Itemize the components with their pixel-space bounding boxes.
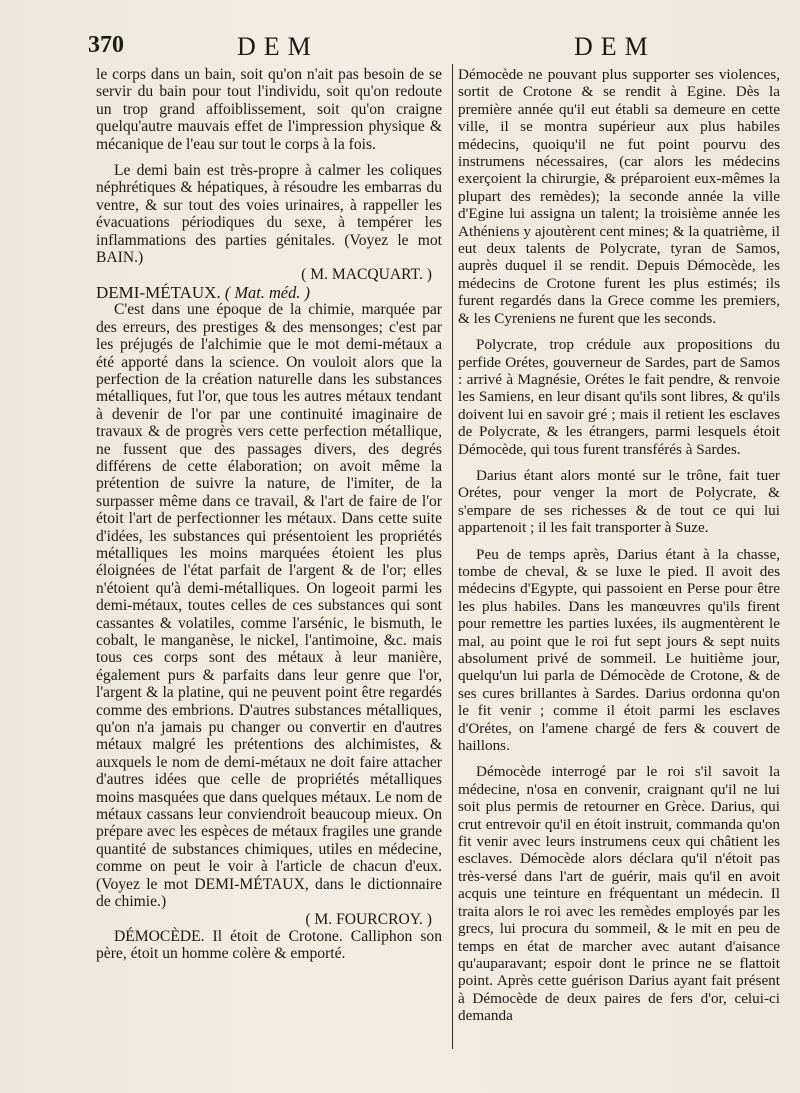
article-heading — [96, 284, 442, 301]
paragraph: Peu de temps après, Darius étant à la chasse, tombe de cheval, & se luxe le pied. Il avoit des médecins d'Egypte, qui passoient en Perse pour être les plus habiles. Dans les manœuvres qu'ils firent pour remettre les parties luxées, ils augmentèrent le mal, au point que le roi fut sept jours & sept nuits absolument privé de sommeil. Le huitième jour, quelqu'un lui parla de Démocède de Crotone, & de ses cures brillantes à Sardes. Darius ordonna qu'on le fit venir ; comme il étoit parmi les esclaves d'Orétes, on l'amene chargé de fers & couvert de haillons. — [458, 545, 780, 755]
paragraph: Démocède interrogé par le roi s'il savoit la médecine, n'osa en convenir, craignant qu'il ne lui soit plus permis de retourner en Grèce. Darius, qui crut entrevoir qu'il en étoit instruit, commanda qu'on fit venir avec leurs instrumens ceux qui châtient les esclaves. Démocède alors déclara qu'il n'étoit pas très-versé dans l'art de guérir, mais qu'il en avoit acquis une teinture en fréquentant un médecin. Il traita alors le roi avec les remèdes employés par les grecs, lui procura du sommeil, & le mit en peu de temps en état de marcher avec autant d'aisance qu'auparavant; espoir dont le prince ne se flattoit point. Après cette guérison Darius ayant fait présent à Démocède de deux paires de fers d'or, celui-ci demanda — [458, 763, 780, 1025]
left-column — [96, 66, 442, 963]
paragraph: C'est dans une époque de la chimie, marquée par des erreurs, des prestiges & des mensonges; c'est par les préjugés de l'alchimie que le mot demi-métaux a été apporté dans la science. On vouloit alors que la perfection de la création naturelle dans les substances métalliques, fut l'or, que tous les autres métaux tendant à devenir de l'or par une continuité imaginaire de travaux & de progrès vers cette perfection métallique, ne fussent que des passages divers, des degrés différens de cette élaboration; on avoit même la prétention de suivre la nature, de l'imiter, de la surpasser même dans ce travail, & l'art de faire de l'or étoit l'art de perfectionner les métaux. Dans cette suite d'idées, les substances qui présentoient les propriétés métalliques les moins marquées étoient les plus éloignées de l'état parfait de l'argent & de l'or; elles n'étoient qu'à demi-métalliques. On logeoit parmi les demi-métaux, toutes celles de ces substances qui sont cassantes & volatiles, comme l'arsénic, le bismuth, le cobalt, le manganèse, le nickel, l'antimoine, &c. mais tous ces corps sont des métaux à leur manière, également purs & parfaits dans leur genre que l'or, l'argent & la platine, qui ne peuvent point être regardés comme des embrions. D'autres substances métalliques, qu'on n'a jamais pu changer ou convertir en d'autres métaux malgré les prétentions des alchimistes, & auxquels le nom de demi-métaux ne doit faire attacher d'autres idées que celle de propriétés métalliques moins masquées que dans quelques métaux. Le nom de métaux cassans leur conviendroit beaucoup mieux. On prépare avec les espèces de métaux fragiles une grande quantité de substances chimiques, utiles en médecine, comme on peut le voir à l'article de chacun d'eux. (Voyez le mot DEMI-MÉTAUX, dans le dictionnaire de chimie.) — [96, 301, 442, 911]
paragraph: Polycrate, trop crédule aux propositions du perfide Orétes, gouverneur de Sardes, part de Samos : arrivé à Magnésie, Orétes le fait pendre, & renvoie les Samiens, en leur disant qu'ils sont libres, & qu'ils doivent lui en savoir gré ; mais il retient les esclaves de Polycrate, & les étrangers, parmi lesquels étoit Démocède, qui tous furent transférés à Sardes. — [458, 336, 780, 458]
page-number: 370 — [88, 32, 124, 58]
paragraph: le corps dans un bain, soit qu'on n'ait pas besoin de se servir du bain pour tout l'individu, soit qu'on redoute un trop grand affoiblissement, soit qu'on craigne quelqu'autre mauvais effet de l'impression physique & mécanique de l'eau sur tout le corps à la fois. — [96, 66, 442, 153]
paragraph: Darius étant alors monté sur le trône, fait tuer Orétes, pour venger la mort de Polycrate, & s'empare de ses richesses & de tout ce qui lui appartenoit ; il les fait transporter à Suze. — [458, 466, 780, 537]
author-signature: ( M. FOURCROY. ) — [305, 910, 432, 928]
paragraph: Démocède ne pouvant plus supporter ses violences, sortit de Crotone & se rendit à Egine. Dès la première année qu'il eut établi sa demeure en cette ville, il se montra supérieur aux plus habiles médecins, quoiqu'il ne fut point pourvu des instrumens nécessaires, (car alors les médecins exerçoient la chirurgie, & préparoient eux-mêmes la plupart des remèdes); la seconde année la ville d'Egine lui assigna un talent; la troisième année les Athéniens y ajoutèrent cent mines; & la quatrième, il eut deux talents de Polycrate, tyran de Samos, auprès duquel il se rendit. Depuis Démocède, les médecins de Crotone furent les plus estimés; ils furent regardés dans la Grece comme les premiers, & les Cyreniens ne furent que les seconds. — [458, 66, 780, 327]
page-header — [0, 30, 800, 64]
running-head-left: DEM — [237, 32, 319, 61]
column-divider — [452, 64, 453, 1049]
article-title: DEMI-MÉTAUX. — [96, 282, 221, 302]
author-signature: ( M. MACQUART. ) — [301, 266, 432, 284]
right-column — [458, 66, 780, 1025]
paragraph: Le demi bain est très-propre à calmer les coliques néphrétiques & hépatiques, à résoudre les embarras du ventre, & sur tout des voies urinaires, à rappeller les évacuations périodiques du sexe, à tempérer les inflammations des parties génitales. (Voyez le mot BAIN.) — [96, 162, 442, 267]
article-subject: ( Mat. méd. ) — [224, 282, 310, 302]
paragraph: DÉMOCÈDE. Il étoit de Crotone. Calliphon son père, étoit un homme colère & emporté. — [96, 927, 442, 963]
running-head-right: DEM — [574, 32, 656, 61]
